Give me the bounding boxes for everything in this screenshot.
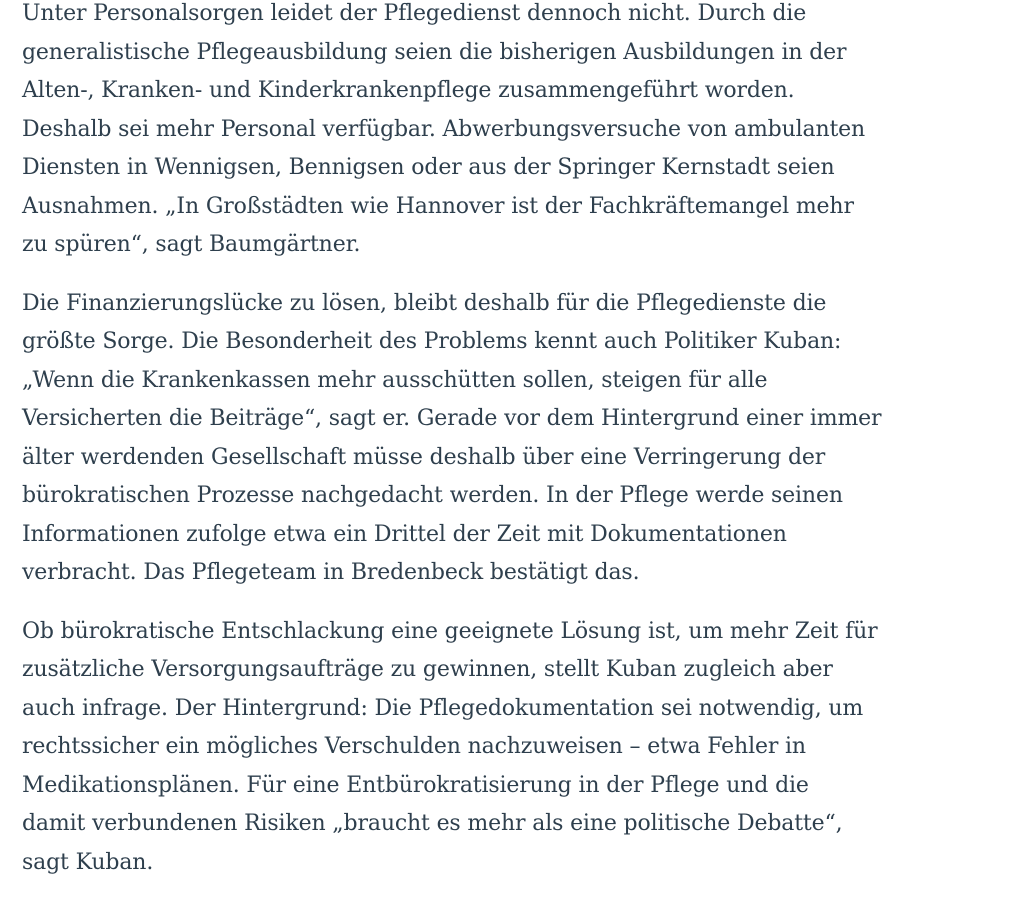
- paragraph-line: Unter Personalsorgen leidet der Pflegedienst dennoch nicht. Durch die: [22, 1, 807, 26]
- paragraph-line: damit verbundenen Risiken „braucht es mehr als eine politische Debatte“,: [22, 811, 843, 836]
- article-body: [22, 0, 922, 902]
- paragraph-line: auch infrage. Der Hintergrund: Die Pflegedokumentation sei notwendig, um: [22, 695, 864, 721]
- paragraph-line: rechtssicher ein mögliches Verschulden nachzuweisen – etwa Fehler in: [22, 734, 806, 759]
- paragraph-line: Alten-, Kranken- und Kinderkrankenpflege zusammengeführt worden.: [22, 78, 795, 103]
- paragraph-line: älter werdenden Gesellschaft müsse deshalb über eine Verringerung der: [22, 444, 826, 470]
- paragraph-line: Diensten in Wennigsen, Bennigsen oder aus der Springer Kernstadt seien: [22, 155, 835, 180]
- article-paragraph-2: [22, 285, 922, 593]
- paragraph-line: generalistische Pflegeausbildung seien die bisherigen Ausbildungen in der: [22, 39, 847, 65]
- paragraph-line: Ob bürokratische Entschlackung eine geeignete Lösung ist, um mehr Zeit für: [22, 618, 878, 644]
- paragraph-line: bürokratischen Prozesse nachgedacht werden. In der Pflege werde seinen: [22, 483, 843, 508]
- paragraph-line: Deshalb sei mehr Personal verfügbar. Abwerbungsversuche von ambulanten: [22, 116, 866, 142]
- paragraph-line: Die Finanzierungslücke zu lösen, bleibt deshalb für die Pflegedienste die: [22, 290, 827, 316]
- paragraph-line: zusätzliche Versorgungsaufträge zu gewinnen, stellt Kuban zugleich aber: [22, 657, 833, 682]
- paragraph-line: Medikationsplänen. Für eine Entbürokratisierung in der Pflege und die: [22, 772, 809, 798]
- paragraph-line: Ausnahmen. „In Großstädten wie Hannover ist der Fachkräftemangel mehr: [22, 193, 854, 219]
- paragraph-line: verbracht. Das Pflegeteam in Bredenbeck bestätigt das.: [22, 560, 640, 585]
- paragraph-line: zu spüren“, sagt Baumgärtner.: [22, 232, 361, 257]
- paragraph-line: sagt Kuban.: [22, 849, 154, 875]
- article-paragraph-3: [22, 613, 922, 883]
- paragraph-line: Versicherten die Beiträge“, sagt er. Gerade vor dem Hintergrund einer immer: [22, 406, 882, 431]
- paragraph-line: größte Sorge. Die Besonderheit des Problems kennt auch Politiker Kuban:: [22, 329, 842, 354]
- article-paragraph-1: [22, 0, 922, 265]
- paragraph-line: „Wenn die Krankenkassen mehr ausschütten sollen, steigen für alle: [22, 367, 768, 393]
- paragraph-line: Informationen zufolge etwa ein Drittel der Zeit mit Dokumentationen: [22, 521, 787, 547]
